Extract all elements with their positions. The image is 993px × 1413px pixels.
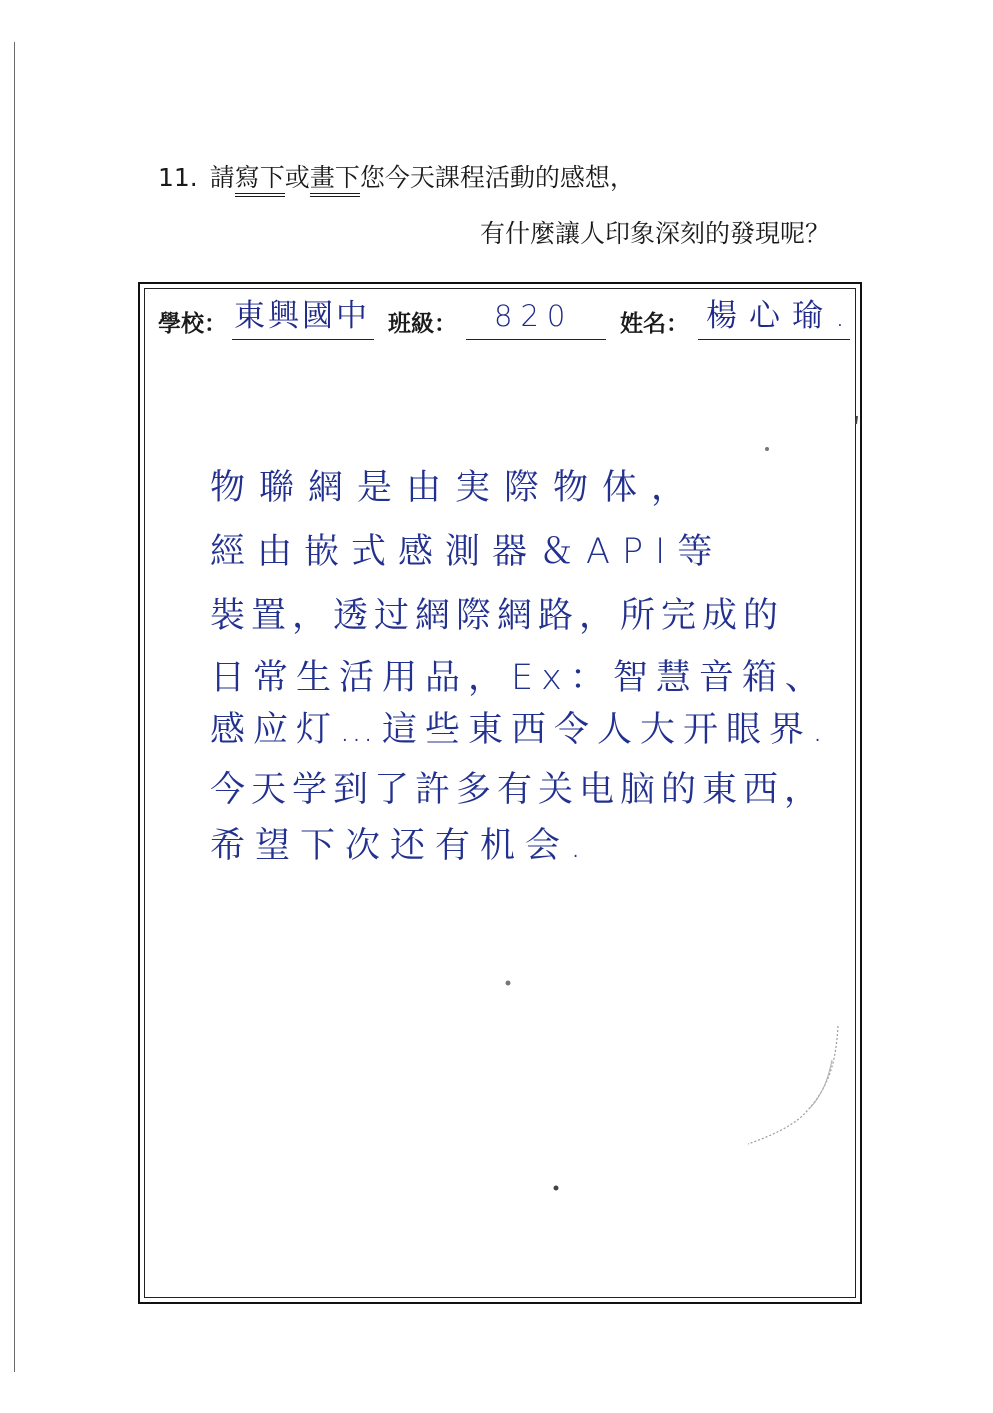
response-line-2: 經由嵌式感測器＆API等 [210, 532, 725, 572]
school-underline [232, 339, 374, 340]
class-value: 820 [494, 299, 574, 333]
question-line-2: 有什麼讓人印象深刻的發現呢？ [480, 219, 831, 248]
page-edge-line [14, 42, 15, 1372]
question-text-a: 請 [209, 163, 235, 192]
speck-mark-3 [760, 442, 774, 456]
question-text-rest: 您今天課程活動的感想， [359, 163, 635, 192]
name-label: 姓名： [620, 311, 689, 337]
response-line-3: 裝置，透过網際網路，所完成的 [210, 596, 785, 636]
response-line-5: 感应灯…這些東西令人大开眼界. [210, 710, 832, 750]
class-label: 班級： [388, 311, 457, 337]
name-underline [698, 339, 850, 340]
response-line-6: 今天学到了許多有关电脑的東西， [210, 770, 826, 810]
speck-mark-2 [548, 1180, 564, 1196]
class-underline [466, 339, 606, 340]
pencil-scribble-mark [740, 1020, 850, 1150]
speck-mark-4 [852, 414, 862, 428]
name-value: 楊心瑜. [706, 298, 857, 334]
response-line-7: 希望下次还有机会. [210, 826, 592, 866]
question-number: 11. [158, 163, 198, 192]
speck-mark-1 [498, 974, 518, 992]
question-text-draw: 畫下 [310, 163, 360, 197]
question-line-1 [158, 160, 635, 196]
response-line-4: 日常生活用品，Ex：智慧音箱、 [210, 658, 828, 698]
school-label: 學校： [158, 311, 227, 337]
response-line-1: 物聯網是由実際物体， [210, 468, 701, 508]
school-value: 東興國中 [234, 298, 370, 334]
question-text-write: 寫下 [235, 163, 285, 197]
question-text-or: 或 [284, 163, 310, 192]
